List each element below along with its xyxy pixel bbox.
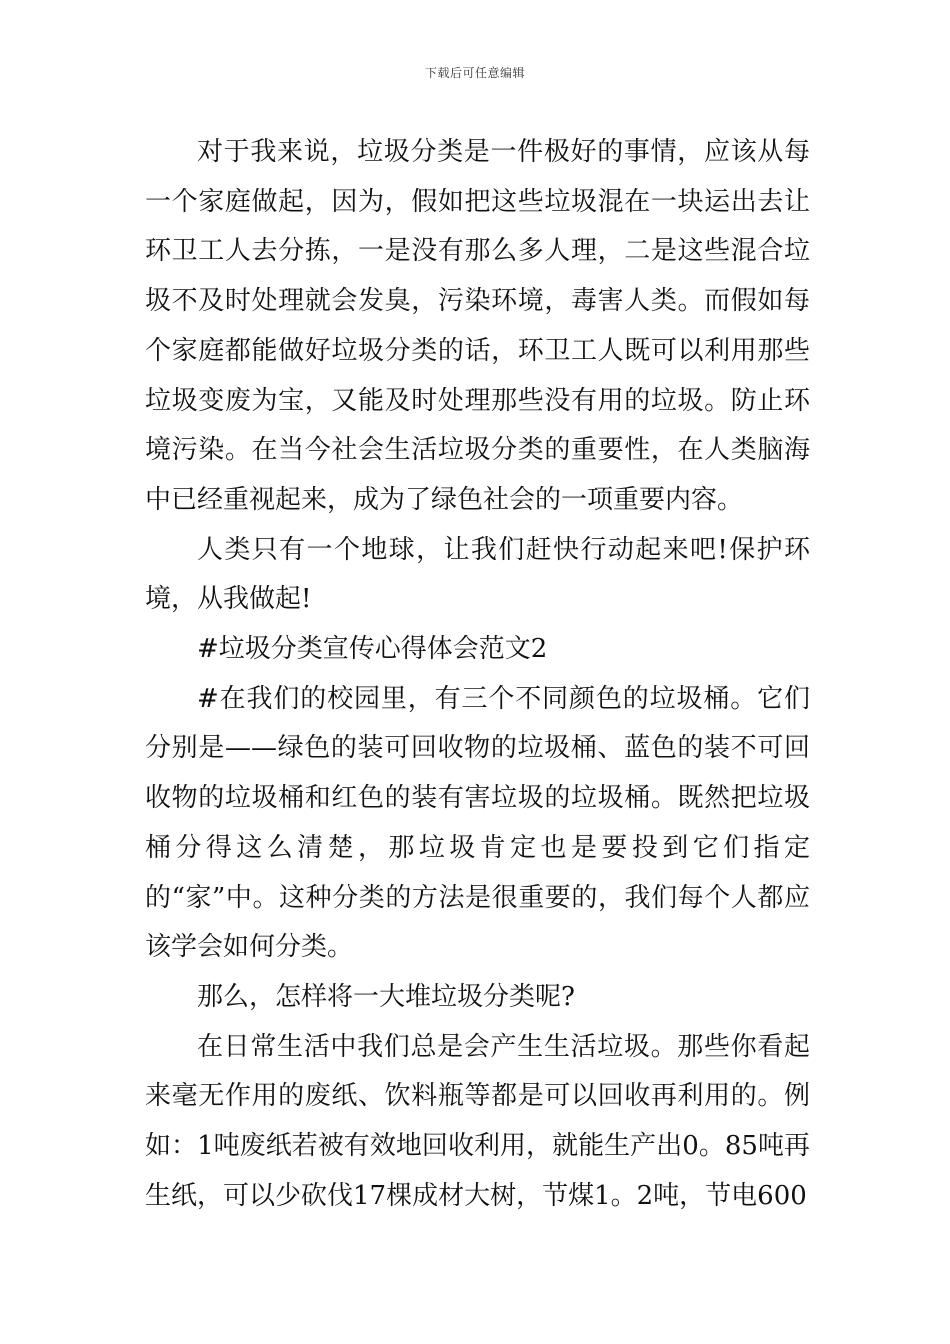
header-note: 下载后可任意编辑 [424,66,525,80]
paragraph-how-to-sort: 那么，怎样将一大堆垃圾分类呢? [197,981,575,1012]
paragraph-campus-bins: #在我们的校园里，有三个不同颜色的垃圾桶。它们分别是——绿色的装可回收物的垃圾桶、蓝色的装不可回收物的垃圾桶和红色的装有害垃圾的垃圾桶。既然把垃圾桶分得这么清楚，那垃圾肯定也是要投到它们指定的“家”中。这种分类的方法是很重要的，我们每个人都应该学会如何分类。 [145,683,810,963]
section-heading: #垃圾分类宣传心得体会范文2 [197,634,548,665]
paragraph-garbage-sorting-importance: 对于我来说，垃圾分类是一件极好的事情，应该从每一个家庭做起，因为，假如把这些垃圾混在一块运出去让环卫工人去分拣，一是没有那么多人理，二是这些混合垃圾不及时处理就会发臭，污染环境，毒害人类。而假如每个家庭都能做好垃圾分类的话，环卫工人既可以利用那些垃圾变废为宝，又能及时处理那些没有用的垃圾。防止环境污染。在当今社会生活垃圾分类的重要性，在人类脑海中已经重视起来，成为了绿色社会的一项重要内容。 [145,137,810,515]
paragraph-protect-environment: 人类只有一个地球，让我们赶快行动起来吧!保护环境，从我做起! [145,534,810,615]
paragraph-recycling-example: 在日常生活中我们总是会产生生活垃圾。那些你看起来毫无作用的废纸、饮料瓶等都是可以回收再利用的。例如：1吨废纸若被有效地回收利用，就能生产出0。85吨再生纸，可以少砍伐17棵成材大树，节煤1。2吨，节电600 [145,1031,810,1211]
document-body [145,128,810,1221]
